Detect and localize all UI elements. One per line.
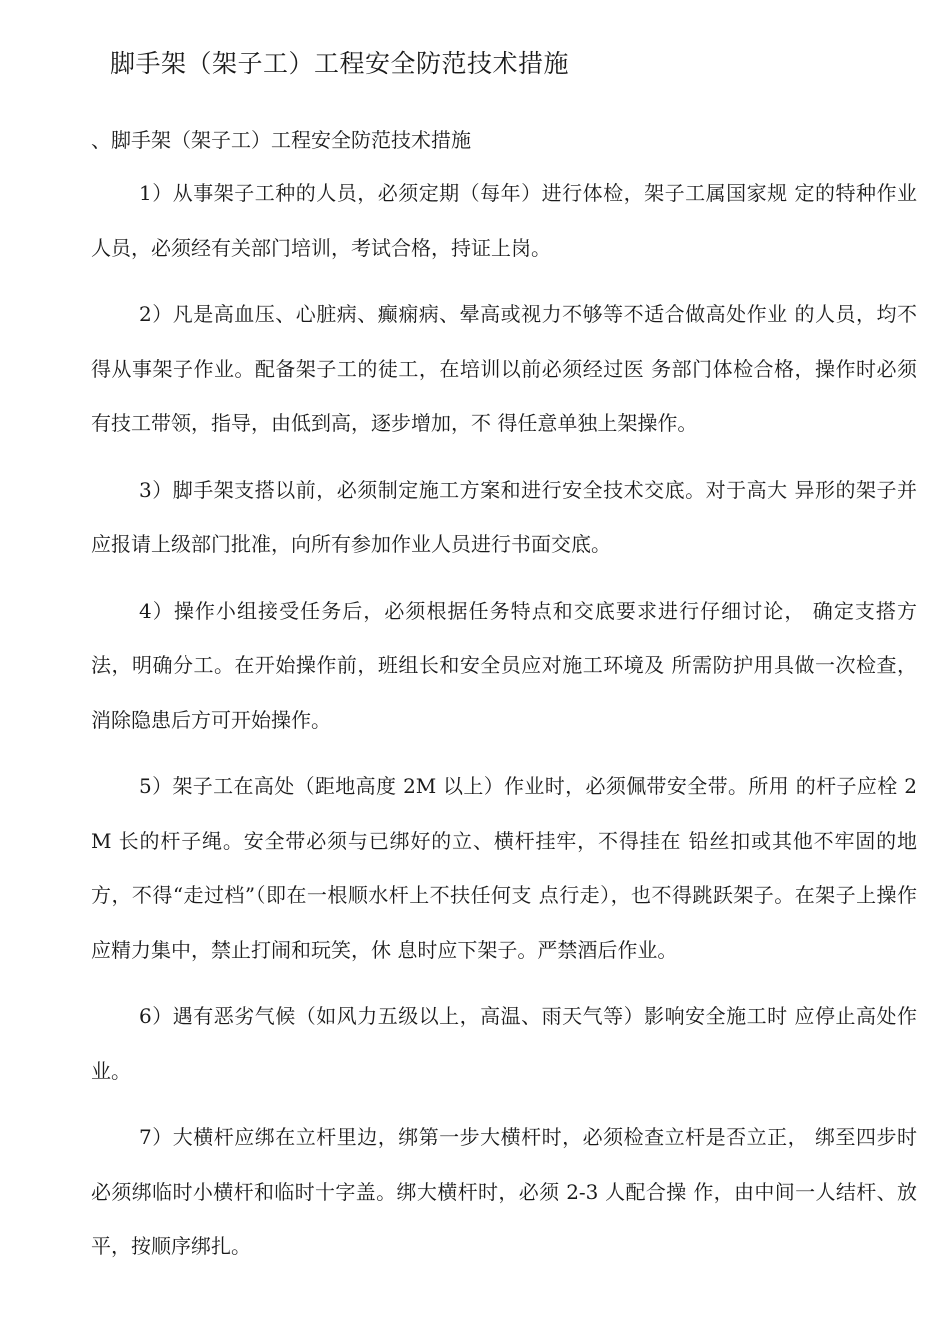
- document-body: [91, 166, 917, 1286]
- section-heading: 、脚手架（架子工）工程安全防范技术措施: [91, 128, 471, 152]
- paragraph-4: 4）操作小组接受任务后，必须根据任务特点和交底要求进行仔细讨论， 确定支搭方法，明确分工。在开始操作前，班组长和安全员应对施工环境及 所需防护用具做一次检查，消除隐患后方可开始操作。: [91, 598, 917, 732]
- paragraph-6: 6）遇有恶劣气候（如风力五级以上，高温、雨天气等）影响安全施工时 应停止高处作业。: [91, 1004, 917, 1083]
- paragraph-1: 1）从事架子工种的人员，必须定期（每年）进行体检，架子工属国家规 定的特种作业人员，必须经有关部门培训，考试合格，持证上岗。: [91, 181, 917, 260]
- paragraph-3: 3）脚手架支搭以前，必须制定施工方案和进行安全技术交底。对于高大 异形的架子并应报请上级部门批准，向所有参加作业人员进行书面交底。: [91, 477, 917, 556]
- paragraph-5: 5）架子工在高处（距地高度 2M 以上）作业时，必须佩带安全带。所用 的杆子应栓 2M 长的杆子绳。安全带必须与已绑好的立、横杆挂牢，不得挂在 铅丝扣或其他不牢固的地方，不得“走过档”（即在一根顺水杆上不扶任何支 点行走），也不得跳跃架子。在架子上操作应精力集中，禁止打闹和玩笑，休 息时应下架子。严禁酒后作业。: [91, 774, 917, 962]
- paragraph-7: 7）大横杆应绑在立杆里边，绑第一步大横杆时，必须检查立杆是否立正， 绑至四步时必须绑临时小横杆和临时十字盖。绑大横杆时，必须 2-3 人配合操 作，由中间一人结杆、放平，按顺序绑扎。: [91, 1125, 917, 1258]
- paragraph-2: 2）凡是高血压、心脏病、癫痫病、晕高或视力不够等不适合做高处作业 的人员，均不得从事架子作业。配备架子工的徒工，在培训以前必须经过医 务部门体检合格，操作时必须有技工带领，指导，由低到高，逐步增加，不 得任意单独上架操作。: [91, 302, 917, 435]
- document-title: 脚手架（架子工）工程安全防范技术措施: [110, 49, 570, 78]
